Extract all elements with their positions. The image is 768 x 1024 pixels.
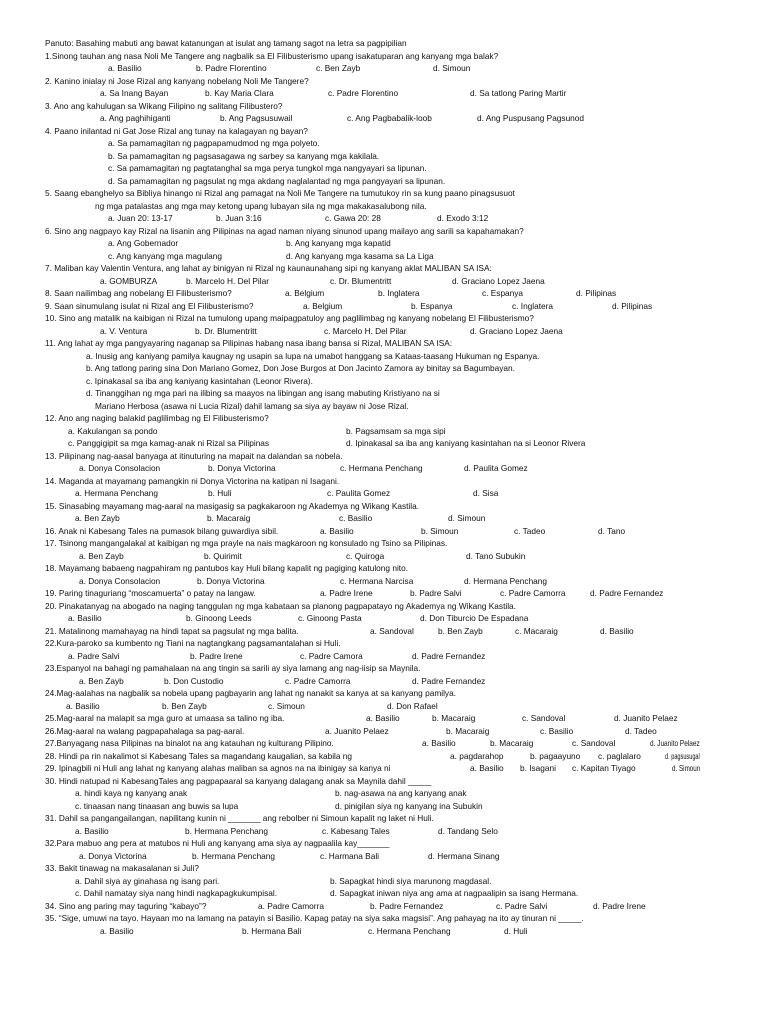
choice-text: b. Kay Maria Clara: [205, 88, 274, 98]
line-text: a. Dahil siya ay ginahasa ng isang pari.: [75, 875, 220, 886]
choice-text: c. Ang Pagbabalik-loob: [347, 113, 432, 123]
line-text: 4. Paano inilantad ni Gat Jose Rizal ang tunay na kalagayan ng bayan?: [45, 125, 308, 136]
choice-text: b. Hermana Penchang: [192, 850, 276, 861]
choice-text: d. Graciano Lopez Jaena: [452, 275, 545, 286]
line-text: ng mga patalastas ang mga may ketong upang lubayan sila ng mga makakasalubong nila.: [95, 200, 427, 211]
line-text: a. Sa Inang Bayan: [100, 88, 169, 98]
choice-text: d. Don Rafael: [387, 700, 438, 711]
choice-text: d. Padre Fernandez: [412, 675, 486, 686]
choice-text: c. Sandoval: [572, 738, 616, 748]
line-text: 25.Mag-aaral na malapit sa mga guro at umaasa sa talino ng iba.: [45, 713, 285, 723]
choice-text: c. Ben Zayb: [316, 63, 361, 73]
line-text: a. Ang Gobernador: [108, 238, 179, 248]
line-text: a. Sa pamamagitan ng pagpapamudmod ng mga polyeto.: [108, 138, 320, 148]
choice-text: c. Basilio: [540, 725, 574, 736]
line-text: c. tinaasan nang tinaasan ang buwis sa lupa: [75, 800, 239, 811]
choice-text: c. Macaraig: [515, 625, 558, 636]
line-text: a. Donya Consolacion: [79, 575, 161, 586]
line-text: a. Ben Zayb: [79, 675, 124, 686]
choice-text: c. Gawa 20: 28: [325, 213, 381, 223]
choice-text: b. Donya Victorina: [197, 575, 265, 586]
line-text: 18. Mayamang babaeng nagpahiram ng pantubos kay Huli bilang kapalit ng pagiging katulong nito.: [45, 563, 409, 573]
choice-text: c. Harmana Bali: [320, 850, 380, 861]
choice-text: d. Tano: [598, 525, 626, 536]
line-text: a. Basilio: [100, 925, 134, 936]
choice-text: c. Simoun: [268, 700, 305, 711]
choice-text: a. Belgium: [303, 300, 343, 311]
choice-text: b. Padre Salvi: [410, 588, 462, 598]
choice-text: d. Simoun: [672, 763, 701, 773]
choice-text: d. Padre Fernandez: [412, 650, 486, 661]
choice-text: b. Ginoong Leeds: [186, 613, 252, 623]
choice-text: b. Huli: [208, 488, 232, 498]
choice-text: a. Basilio: [366, 713, 400, 723]
choice-text: c. Padre Camora: [300, 650, 363, 661]
line-text: a. Ang paghihiganti: [100, 113, 171, 123]
choice-text: c. Tadeo: [514, 525, 546, 536]
line-text: 1.Sinong tauhan ang nasa Noli Me Tangere ang nagbalik sa El Filibusterismo upang isakatuparan ang kanyang mga balak?: [45, 50, 499, 61]
choice-text: a. Padre Irene: [320, 588, 373, 598]
line-text: c. Panggigipit sa mga kamag-anak ni Rizal sa Pilipinas: [68, 438, 270, 448]
choice-text: b. Padre Irene: [190, 650, 243, 661]
choice-text: b. Sapagkat hindi siya marunong magdasal.: [330, 875, 492, 886]
choice-text: b. Ang Pagsusuwail: [220, 113, 293, 123]
choice-text: d. Simoun: [433, 63, 471, 73]
choice-text: c. paglalaro: [598, 750, 641, 761]
line-text: 20. Pinakatanyag na abogado na naging tanggulan ng mga kabataan sa planong pagpapatayo ng Akademya ng Wikang Kastila.: [45, 600, 516, 611]
line-text: a. Padre Salvi: [68, 650, 120, 661]
choice-text: d. Pilipinas: [612, 300, 653, 311]
choice-text: a. pagdarahop: [450, 750, 504, 761]
line-text: 15. Sinasabing mayamang mag-aaral na masigasig sa pagkakaroon ng Akademya ng Wikang Kastila.: [45, 500, 420, 511]
choice-text: d. pagsusugal: [665, 750, 700, 761]
line-text: a. Basilio: [75, 825, 109, 836]
line-text: 12. Ano ang naging balakid paglilimbag ng El Filibusterismo?: [45, 413, 269, 423]
choice-text: c. Basilio: [339, 513, 373, 523]
choice-text: d. Tandang Selo: [438, 825, 498, 836]
choice-text: b. Ben Zayb: [162, 700, 207, 711]
choice-text: c. Padre Florentino: [328, 88, 399, 98]
line-text: 23.Espanyol na bahagi ng pamahalaan na ang tingin sa sarili ay siya lamang ang nag-iisip sa Maynila.: [45, 663, 421, 673]
line-text: 30. Hindi natupad ni KabesangTales ang pagpapaaral sa kanyang dalagang anak sa Maynila dahil _____: [45, 775, 432, 786]
choice-text: c. Hermana Penchang: [368, 925, 451, 936]
line-text: 17. Tsinong mangangalakal at kaibigan ng mga prayle na nais magkaroon ng konsulado ng Tsino sa Pilipinas.: [45, 538, 448, 548]
choice-text: b. Padre Florentino: [196, 63, 267, 73]
choice-text: c. Kapitan Tiyago: [572, 763, 636, 773]
choice-text: d. Exodo 3:12: [437, 213, 489, 223]
choice-text: d. Sisa: [473, 488, 499, 498]
line-text: 21. Matalinong mamahayag na hindi tapat sa pagsulat ng mga balita.: [45, 625, 299, 636]
line-text: 22.Kura-paroko sa kumbento ng Tiani na nagtangkang pagsamantalahan si Huli.: [45, 638, 341, 648]
choice-text: b. Don Custodio: [164, 675, 224, 686]
choice-text: b. Ang kanyang mga kapatid: [286, 238, 391, 248]
choice-text: c. Paulita Gomez: [327, 488, 391, 498]
choice-text: d. Tadeo: [625, 725, 657, 736]
line-text: a. Donya Consolacion: [79, 463, 161, 473]
line-text: d. Tinanggihan ng mga pari na ilibing sa maayos na libingan ang isang mabuting Kristiyano na si: [86, 388, 440, 398]
line-text: 34. Sino ang paring may taguring “kabayo”?: [45, 900, 207, 911]
line-text: b. Sa pamamagitan ng pagsasagawa ng sarbey sa kanyang mga kakilala.: [108, 150, 380, 161]
choice-text: b. nag-asawa na ang kanyang anak: [335, 788, 467, 798]
choice-text: d. Padre Fernandez: [590, 588, 664, 598]
line-text: 7. Maliban kay Valentin Ventura, ang lahat ay binigyan ni Rizal ng kaunaunahang sipi ng kanyang aklat MALIBAN SA ISA:: [45, 263, 492, 273]
line-text: 35. “Sige, umuwi na tayo. Hayaan mo na lamang na patayin si Basilio. Kapag patay na siya saka magsisi”. Ang pahayag na ito ay tinuran ni _____.: [45, 913, 584, 923]
choice-text: b. Marcelo H. Del Pilar: [186, 275, 269, 286]
line-text: 9. Saan sinumulang isulat ni Rizal ang El Filibusterismo?: [45, 300, 254, 311]
choice-text: c. Hermana Penchang: [340, 463, 423, 473]
line-text: 32.Para mabuo ang pera at matubos ni Huli ang kanyang ama siya ay nagpaalila kay_______: [45, 838, 390, 848]
choice-text: b. Hermana Penchang: [185, 825, 269, 836]
choice-text: b. Quirimit: [204, 550, 242, 561]
line-text: Panuto: Basahing mabuti ang bawat katanungan at isulat ang tamang sagot na letra sa pagpipilian: [45, 38, 407, 48]
choice-text: b. Pagsamsam sa mga sipi: [346, 425, 446, 436]
choice-text: a. Belgium: [285, 288, 325, 298]
choice-text: c. Dr. Blumentritt: [330, 275, 392, 286]
choice-text: b. Macaraig: [432, 713, 476, 723]
line-text: c. Ang kanyang mga magulang: [108, 250, 222, 261]
line-text: 31. Dahil sa pangangailangan, napilitang kunin ni _______ ang rebolber ni Simoun kapalit ng laket ni Huli.: [45, 813, 434, 823]
line-text: 16. Anak ni Kabesang Tales na pumasok bilang guwardiya sibil.: [45, 525, 279, 536]
line-text: a. Inusig ang kaniyang pamilya kaugnay ng usapin sa lupa na umabot hanggang sa Kataas-taasang Hukuman ng Espanya.: [86, 350, 540, 361]
choice-text: a. Basilio: [470, 763, 504, 773]
choice-text: c. Inglatera: [512, 300, 554, 311]
line-text: 29. Ipinagbili ni Huli ang lahat ng kanyang alahas maliban sa agnos na na ibinigay sa kanya ni: [45, 763, 391, 773]
choice-text: c. Padre Salvi: [496, 900, 548, 911]
line-text: 10. Sino ang matalik na kaibigan ni Rizal na tumulong upang maipagpatuloy ang paglilimbag ng kanyang nobelang El Filibusterismo?: [45, 313, 534, 323]
line-text: 14. Maganda at mayamang pamangkin ni Donya Victorina na katipan ni Isagani.: [45, 475, 340, 486]
line-text: 8. Saan nailimbag ang nobelang El Filibusterismo?: [45, 288, 232, 298]
line-text: c. Dahil namatay siya nang hindi nagkapagkukumpisal.: [75, 888, 278, 898]
choice-text: d. Hermana Sinang: [428, 850, 500, 861]
line-text: 19. Paring tinaguriang “moscamuerta” o patay na langaw.: [45, 588, 256, 598]
choice-text: b. pagaayuno: [530, 750, 581, 761]
choice-text: d. Tano Subukin: [466, 550, 526, 561]
line-text: c. Ipinakasal sa iba ang kaniyang kasintahan (Leonor Rivera).: [86, 375, 313, 386]
line-text: a. Ben Zayb: [79, 550, 124, 561]
choice-text: b. Isagani: [520, 763, 556, 773]
line-text: a. V. Ventura: [100, 325, 148, 336]
line-text: 26.Mag-aaral na walang pagpapahalaga sa pag-aaral.: [45, 725, 245, 736]
choice-text: d. Pilipinas: [576, 288, 617, 298]
line-text: 27.Banyagang nasa Pilipinas na binalot na ang katauhan ng kulturang Pilipino.: [45, 738, 334, 748]
choice-text: d. Sa tatlong Paring Martir: [470, 88, 567, 98]
choice-text: b. Macaraig: [207, 513, 251, 523]
line-text: 28. Hindi pa rin nakalimot si Kabesang Tales sa magandang kaugalian, sa kabila ng: [45, 750, 353, 761]
line-text: a. Basilio: [108, 63, 142, 73]
choice-text: c. Ginoong Pasta: [298, 613, 362, 623]
line-text: a. Basilio: [66, 700, 100, 711]
line-text: 2. Kanino inialay ni Jose Rizal ang kanyang nobelang Noli Me Tangere?: [45, 75, 309, 86]
choice-text: d. Sapagkat iniwan niya ang ama at nagpaalipin sa isang Hermana.: [330, 888, 579, 898]
choice-text: a. Juanito Pelaez: [325, 725, 389, 736]
choice-text: d. Basilio: [600, 625, 634, 636]
line-text: a. Juan 20: 13-17: [108, 213, 173, 223]
line-text: a. Ben Zayb: [75, 513, 120, 523]
choice-text: c. Padre Camorra: [500, 588, 566, 598]
choice-text: b. Macaraig: [490, 738, 534, 748]
choice-text: d. Huli: [504, 925, 528, 936]
line-text: 24.Mag-aalahas na nagbalik sa nobela upang pagbayarin ang lahat ng nanakit sa kanya at sa kanyang pamilya.: [45, 688, 456, 698]
line-text: 11. Ang lahat ay mga pangyayaring naganap sa Pilipinas habang nasa ibang bansa si Rizal, MALIBAN SA ISA:: [45, 338, 453, 348]
choice-text: b. Dr. Blumentritt: [195, 325, 257, 336]
choice-text: a. Padre Camorra: [258, 900, 324, 911]
choice-text: c. Padre Camorra: [285, 675, 351, 686]
choice-text: d. Don Tiburcio De Espadana: [420, 613, 529, 623]
line-text: a. Donya Victorina: [79, 850, 147, 861]
choice-text: d. Ang Puspusang Pagsunod: [477, 113, 585, 123]
choice-text: c. Sandoval: [522, 713, 566, 723]
choice-text: c. Marcelo H. Del Pilar: [324, 325, 407, 336]
line-text: 33. Bakit tinawag na makasalanan si Juli?: [45, 863, 200, 873]
choice-text: b. Juan 3:16: [216, 213, 262, 223]
choice-text: d. pinigilan siya ng kanyang ina Subukin: [335, 800, 483, 811]
choice-text: c. Espanya: [482, 288, 524, 298]
choice-text: d. Paulita Gomez: [464, 463, 528, 473]
line-text: b. Ang tatlong paring sina Don Mariano Gomez, Don Jose Burgos at Don Jacinto Zamora ay binitay sa Bagumbayan.: [86, 363, 515, 373]
line-text: 6. Sino ang nagpayo kay Rizal na lisanin ang Pilipinas na agad naman niyang sinunod upang mailayo ang sarili sa kapahamakan?: [45, 225, 524, 236]
choice-text: c. Quiroga: [346, 550, 385, 561]
choice-text: d. Ipinakasal sa iba ang kaniyang kasintahan na si Leonor Rivera: [346, 438, 586, 448]
line-text: a. GOMBURZA: [100, 275, 158, 286]
choice-text: b. Donya Victorina: [208, 463, 276, 473]
choice-text: b. Ben Zayb: [438, 625, 483, 636]
choice-text: d. Padre Irene: [593, 900, 646, 911]
line-text: 13. Pilipinang nag-aasal banyaga at itinuturing na mapait na dalandan sa nobela.: [45, 450, 343, 461]
choice-text: a. Basilio: [320, 525, 354, 536]
choice-text: b. Macaraig: [446, 725, 490, 736]
choice-text: b. Espanya: [411, 300, 453, 311]
choice-text: d. Juanito Pelaez: [614, 713, 678, 723]
choice-text: d. Simoun: [448, 513, 486, 523]
line-text: Mariano Herbosa (asawa ni Lucia Rizal) dahil lamang sa siya ay bayaw ni Jose Rizal.: [95, 400, 409, 411]
choice-text: d. Juanito Pelaez: [650, 738, 700, 748]
choice-text: a. Sandoval: [370, 625, 414, 636]
choice-text: b. Inglatera: [378, 288, 420, 298]
choice-text: a. Basilio: [422, 738, 456, 748]
choice-text: d. Ang kanyang mga kasama sa La Liga: [286, 250, 434, 261]
line-text: 5. Saang ebanghelyo sa Bibliya hinango ni Rizal ang pamagat na Noli Me Tangere na tumutukoy rin sa kung paano pinagsusuot: [45, 188, 515, 198]
line-text: a. hindi kaya ng kanyang anak: [75, 788, 188, 798]
choice-text: d. Graciano Lopez Jaena: [470, 325, 563, 336]
choice-text: b. Simoun: [421, 525, 459, 536]
choice-text: c. Kabesang Tales: [322, 825, 390, 836]
choice-text: d. Hermana Penchang: [464, 575, 548, 586]
choice-text: b. Padre Fernandez: [370, 900, 444, 911]
choice-text: b. Hermana Bali: [242, 925, 302, 936]
choice-text: c. Hermana Narcisa: [340, 575, 414, 586]
line-text: a. Hermana Penchang: [75, 488, 159, 498]
line-text: 3. Ano ang kahulugan sa Wikang Filipino ng salitang Filibustero?: [45, 100, 283, 111]
line-text: d. Sa pamamagitan ng pagsulat ng mga akdang naglalantad ng mga pangyayari sa lipunan.: [108, 175, 446, 186]
line-text: c. Sa pamamagitan ng pagtatanghal sa mga perya tungkol mga nangyayari sa lipunan.: [108, 163, 427, 173]
line-text: a. Basilio: [68, 613, 102, 623]
line-text: a. Kakulangan sa pondo: [68, 425, 158, 436]
